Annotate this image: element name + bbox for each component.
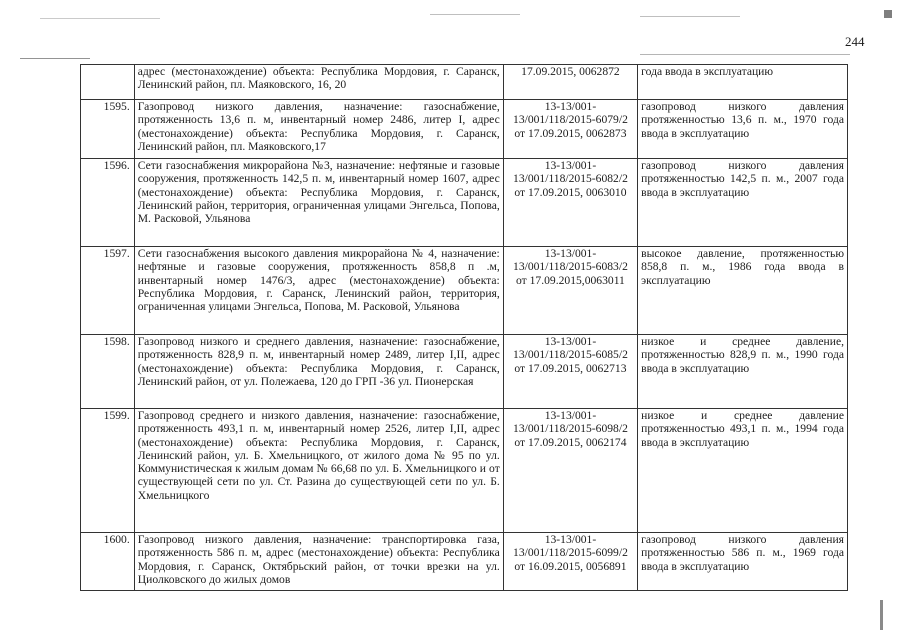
table-row xyxy=(81,100,848,159)
registration-cell xyxy=(503,247,637,335)
table-row xyxy=(81,335,848,409)
property-registry-table xyxy=(80,64,848,591)
note-cell xyxy=(638,100,848,159)
note-cell xyxy=(638,65,848,100)
row-number: 1596. xyxy=(103,159,130,172)
row-number-cell xyxy=(81,335,135,409)
note-cell xyxy=(638,247,848,335)
row-number: 1598. xyxy=(103,335,130,348)
object-characteristics: газопровод низкого давления протяженностью 142,5 п. м., 2007 года ввода в эксплуатацию xyxy=(641,159,844,199)
registration-record: 13-13/001-13/001/118/2015-6083/2 от 17.09.2015,0063011 xyxy=(513,247,628,287)
row-number-cell xyxy=(81,247,135,335)
scan-artifact xyxy=(880,600,883,630)
row-number: 1599. xyxy=(103,409,130,422)
table-row xyxy=(81,65,848,100)
description-cell xyxy=(134,409,503,533)
row-number-cell xyxy=(81,533,135,591)
row-number-cell xyxy=(81,65,135,100)
object-description: Газопровод низкого давления, назначение: транспортировка газа, протяженность 586 п. м, адрес (местонахождение) объекта: Республика Мордовия, г. Саранск, Октябрьский район, от точки врезки на ул. Циолковского до жилых домов xyxy=(137,533,500,586)
scan-artifact xyxy=(884,10,892,18)
object-characteristics: газопровод низкого давления протяженностью 13,6 п. м., 1970 года ввода в эксплуатацию xyxy=(641,100,844,140)
table-row xyxy=(81,247,848,335)
object-characteristics: высокое давление, протяженностью 858,8 п. м., 1986 года ввода в эксплуатацию xyxy=(641,247,844,287)
note-cell xyxy=(638,335,848,409)
scan-artifact xyxy=(640,54,850,55)
registration-cell xyxy=(503,65,637,100)
registration-record: 13-13/001-13/001/118/2015-6099/2 от 16.09.2015, 0056891 xyxy=(513,533,628,573)
scan-artifact xyxy=(40,18,160,19)
object-description: Сети газоснабжения высокого давления микрорайона № 4, назначение: нефтяные и газовые сооружения, протяженность 858,8 п .м, инвентарный номер 1476/3, адрес (местонахождение) объекта: Республика Мордовия, г. Саранск, Ленинский район, территория, ограниченная улицами Энгельса, Попова, М. Расковой, Ульянова xyxy=(137,247,500,314)
table-row xyxy=(81,533,848,591)
row-number-cell xyxy=(81,159,135,247)
registration-cell xyxy=(503,409,637,533)
description-cell xyxy=(134,335,503,409)
scan-artifact xyxy=(20,58,90,59)
object-characteristics: года ввода в эксплуатацию xyxy=(641,65,774,78)
row-number-cell xyxy=(81,100,135,159)
table-row xyxy=(81,159,848,247)
object-description: Газопровод низкого давления, назначение: газоснабжение, протяженность 13,6 п. м, инвентарный номер 2486, литер I, адрес (местонахождение) объекта: Республика Мордовия, г. Саранск, Ленинский район, пл. Маяковского,17 xyxy=(137,100,500,153)
registration-cell xyxy=(503,335,637,409)
registration-record: 13-13/001-13/001/118/2015-6085/2 от 17.09.2015, 0062713 xyxy=(513,335,628,375)
registration-record: 13-13/001-13/001/118/2015-6082/2 от 17.09.2015, 0063010 xyxy=(513,159,628,199)
object-characteristics: газопровод низкого давления протяженностью 586 п. м., 1969 года ввода в эксплуатацию xyxy=(641,533,844,573)
object-characteristics: низкое и среднее давление, протяженностью 828,9 п. м., 1990 года ввода в эксплуатацию xyxy=(641,335,844,375)
registration-cell xyxy=(503,159,637,247)
description-cell xyxy=(134,247,503,335)
registration-record: 13-13/001-13/001/118/2015-6098/2 от 17.09.2015, 0062174 xyxy=(513,409,628,449)
object-characteristics: низкое и среднее давление протяженностью 493,1 п. м., 1994 года ввода в эксплуатацию xyxy=(641,409,844,449)
row-number: 1597. xyxy=(103,247,130,260)
scan-artifact xyxy=(640,16,740,17)
page-number: 244 xyxy=(845,34,865,49)
note-cell xyxy=(638,409,848,533)
table-row xyxy=(81,409,848,533)
object-description: Сети газоснабжения микрорайона №3, назначение: нефтяные и газовые сооружения, протяженность 142,5 п. м, инвентарный номер 1607, адрес (местонахождение) объекта: Республика Мордовия, г. Саранск, Ленинский район, территория, ограниченная улицами Энгельса, Попова, М. Расковой, Ульянова xyxy=(137,159,500,226)
row-number-cell xyxy=(81,409,135,533)
row-number: 1600. xyxy=(103,533,130,546)
registration-cell xyxy=(503,533,637,591)
object-description: Газопровод низкого и среднего давления, назначение: газоснабжение, протяженность 828,9 п. м, инвентарный номер 2489, литер I,II, адрес (местонахождение) объекта: Республика Мордовия, г. Саранск, Ленинский район, от ул. Полежаева, 120 до ГРП -36 ул. Пионерская xyxy=(137,335,500,388)
scan-artifact xyxy=(430,14,520,15)
registration-cell xyxy=(503,100,637,159)
registration-record: 17.09.2015, 0062872 xyxy=(521,65,620,78)
object-description: адрес (местонахождение) объекта: Республика Мордовия, г. Саранск, Ленинский район, пл. Маяковского, 16, 20 xyxy=(137,65,500,92)
note-cell xyxy=(638,159,848,247)
description-cell xyxy=(134,65,503,100)
registration-record: 13-13/001-13/001/118/2015-6079/2 от 17.09.2015, 0062873 xyxy=(513,100,628,140)
description-cell xyxy=(134,533,503,591)
note-cell xyxy=(638,533,848,591)
row-number: 1595. xyxy=(103,100,130,113)
description-cell xyxy=(134,100,503,159)
object-description: Газопровод среднего и низкого давления, назначение: газоснабжение, протяженность 493,1 п. м, инвентарный номер 2526, литер I,II, адрес (местонахождение) объекта: Республика Мордовия, г. Саранск, Ленинский район, ул. Б. Хмельницкого, от жилого дома № 95 по ул. Коммунистическая к жилым домам № 66,68 по ул. Б. Хмельницкого и от существующей сети по ул. Ст. Разина до существующей сети по ул. Б. Хмельницкого xyxy=(137,409,500,502)
description-cell xyxy=(134,159,503,247)
